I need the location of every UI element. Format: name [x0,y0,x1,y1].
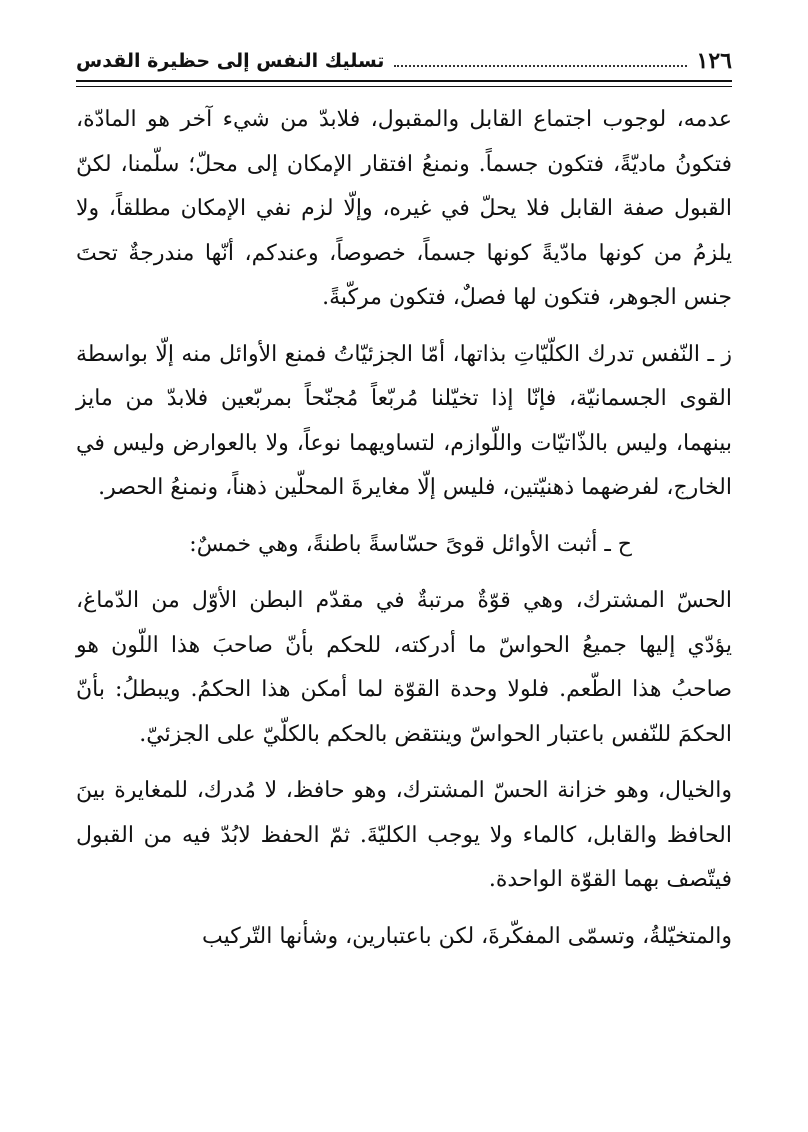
paragraph-continuation: عدمه، لوجوب اجتماع القابل والمقبول، فلابدّ من شيء آخر هو المادّة، فتكونُ ماديّةً، فتكون جسماً. ونمنعُ افتقار الإمكان إلى محلّ؛ سلّمنا، لكنّ القبول صفة القابل فلا يحلّ في غيره، وإلّا لزم نفي الإمكان مطلقاً، ولا يلزمُ من كونها مادّيةً كونها جسماً، خصوصاً، وعندكم، أنّها مندرجةٌ تحتَ جنس الجوهر، فتكون لها فصلٌ، فتكون مركّبةً. [76,107,732,310]
running-title: تسليك النفس إلى حظيرة القدس [76,50,385,72]
header-rule-thin [76,86,732,87]
paragraph-cogitative: والمتخيّلةُ، وتسمّى المفكّرةَ، لكن باعتبارين، وشأنها التّركيب [202,923,732,949]
page-header [76,34,732,74]
paragraph-ha-heading: ح ـ أثبت الأوائل قوىً حسّاسةً باطنةً، وهي خمسٌ: [189,531,632,557]
header-dotted-leader [394,65,686,67]
paragraph-common-sense: الحسّ المشترك، وهي قوّةٌ مرتبةٌ في مقدّم البطن الأوّل من الدّماغ، يؤدّي إليها جميعُ الحواسّ ما أدركته، للحكم بأنّ صاحبَ هذا اللّون هو صاحبُ هذا الطّعم. فلولا وحدة القوّة لما أمكن هذا الحكمُ. ويبطلُ: بأنّ الحكمَ للنّفس باعتبار الحواسّ وينتقض بالحكم بالكلّيّ على الجزئيّ. [76,588,732,747]
header-rule-thick [76,80,732,82]
paragraph-zay: ز ـ النّفس تدرك الكلّيّاتِ بذاتها، أمّا الجزئيّاتُ فمنع الأوائل منه إلّا بواسطة القوى الجسمانيّة، فإنّا إذا تخيّلنا مُربّعاً مُجنّحاً بمربّعين فلابدّ من مايز بينهما، وليس بالذّاتيّات واللّوازم، لتساويهما نوعاً، ولا بالعوارض وليس في الخارج، لفرضهما ذهنيّتين، فليس إلّا مغايرةَ المحلّين ذهناً، ونمنعُ الحصر. [76,341,732,500]
page-number: ١٢٦ [696,48,732,74]
body-text [76,98,732,971]
paragraph-imagination: والخيال، وهو خزانة الحسّ المشترك، وهو حافظ، لا مُدرك، للمغايرة بينَ الحافظ والقابل، كالماء ولا يوجب الكليّةَ. ثمّ الحفظ لابُدّ فيه من القبول فيتّصف بهما القوّة الواحدة. [76,778,732,892]
